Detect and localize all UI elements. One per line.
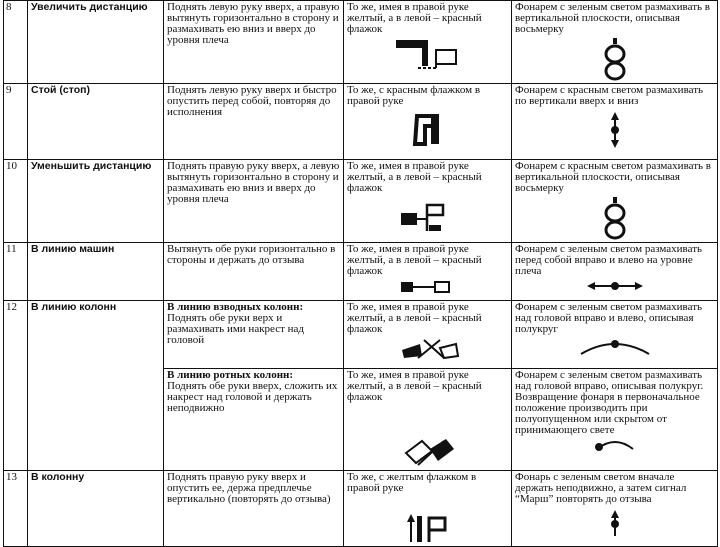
command-name: Стой (стоп): [28, 84, 164, 160]
lamp-signal-cell: [512, 1, 718, 84]
row-number: 11: [4, 243, 28, 301]
flag-signal-text: То же, имея в правой руке желтый, а в левой – красный флажок: [347, 243, 482, 277]
flag-signal-text: То же, с желтым флажком в правой руке: [347, 471, 477, 494]
arm-signal-cell: [164, 369, 344, 471]
arm-signal-text: Поднять левую руку вверх, а правую вытянуть горизонтально в сторону и размахивать ею вниз и вверх до уровня плеча: [164, 1, 344, 84]
row-number: 9: [4, 84, 28, 160]
lamp-signal-cell: [512, 243, 718, 301]
table-row: [4, 301, 718, 369]
arm-signal-text: Поднять обе руки вверх, сложить их накрест над головой и держать неподвижно: [167, 380, 338, 414]
table-row: [4, 160, 718, 243]
arm-signal-text: Вытянуть обе руки горизонтально в стороны и держать до отзыва: [164, 243, 344, 301]
row-number: 13: [4, 471, 28, 547]
crossed-flags-icon: [388, 338, 468, 360]
flag-signal-cell: [344, 160, 512, 243]
horizontal-arrow-icon: [585, 280, 645, 292]
arm-signal-text: Поднять обе руки верх и размахивать ими накрест над головой: [167, 312, 305, 346]
command-name: В линию колонн: [28, 301, 164, 471]
flag-signal-cell: [344, 369, 512, 471]
flag-signal-cell: [344, 243, 512, 301]
flag-signal-text: То же, имея в правой руке желтый, а в левой – красный флажок: [347, 1, 482, 35]
lamp-signal-text: Фонарь с зеленым светом вначале держать неподвижно, а затем сигнал “Марш” повторять до отзыва: [515, 471, 687, 505]
red-flag-icon: [403, 110, 453, 150]
table-row: [4, 243, 718, 301]
lamp-signal-text: Фонарем с красным светом размахивать по вертикали вверх и вниз: [515, 84, 704, 107]
lamp-signal-text: Фонарем с зеленым светом размахивать над головой вправо и влево, описывая полукруг: [515, 301, 703, 335]
lamp-signal-cell: [512, 84, 718, 160]
command-name: Увеличить дистанцию: [28, 1, 164, 84]
lamp-signal-cell: [512, 160, 718, 243]
flag-signal-text: То же, с красным флажком в правой руке: [347, 84, 481, 107]
crossed-flags-icon: [388, 433, 468, 469]
half-circle-lamp-icon: [585, 439, 645, 451]
table-row: [4, 1, 718, 84]
flag-signal-text: То же, имея в правой руке желтый, а в левой – красный флажок: [347, 301, 482, 335]
horizontal-flags-icon: [393, 280, 463, 294]
lamp-signal-text: Фонарем с зеленым светом размахивать над головой вправо, описывая полукруг. Возвращение фонаря в первоначальное положение производить при полуопущенном или скрытом от принимающего свете: [515, 369, 704, 436]
two-flags-icon: [393, 197, 463, 233]
command-name: В колонну: [28, 471, 164, 547]
lamp-signal-text: Фонарем с зеленым светом размахивать в вертикальной плоскости, описывая восьмерку: [515, 1, 710, 35]
command-name: Уменьшить дистанцию: [28, 160, 164, 243]
vertical-lamp-icon: [595, 508, 635, 538]
lamp-signal-cell: [512, 471, 718, 547]
lamp-signal-cell: [512, 301, 718, 369]
row-number: 12: [4, 301, 28, 471]
row-number: 10: [4, 160, 28, 243]
figure-eight-icon: [595, 197, 635, 241]
table-row: [4, 471, 718, 547]
vertical-flag-icon: [393, 512, 463, 544]
arm-signal-text: Поднять левую руку вверх и быстро опустить перед собой, повторяя до исполнения: [164, 84, 344, 160]
two-flags-icon: [388, 38, 468, 74]
flag-signal-cell: [344, 471, 512, 547]
arm-signal-cell: [164, 301, 344, 369]
row-number: 8: [4, 1, 28, 84]
figure-eight-icon: [595, 38, 635, 82]
semicircle-arrow-icon: [575, 338, 655, 356]
lamp-signal-cell: [512, 369, 718, 471]
table-row: [4, 84, 718, 160]
lamp-signal-text: Фонарем с зеленым светом размахивать перед собой вправо и влево на уровне плеча: [515, 243, 703, 277]
flag-signal-cell: [344, 1, 512, 84]
lamp-signal-text: Фонарем с красным светом размахивать в вертикальной плоскости, описывая восьмерку: [515, 160, 711, 194]
arm-signal-text: Поднять правую руку вверх, а левую вытянуть горизонтально в сторону и размахивать ею вниз и вверх до уровня плеча: [164, 160, 344, 243]
flag-signal-text: То же, имея в правой руке желтый, а в левой – красный флажок: [347, 369, 482, 403]
arm-signal-text: Поднять правую руку вверх и опустить ее, держа предплечье вертикально (повторять до отзыва): [164, 471, 344, 547]
flag-signal-cell: [344, 84, 512, 160]
subsignal-title: В линию ротных колонн:: [167, 369, 294, 381]
vertical-arrow-icon: [600, 110, 630, 150]
flag-signal-cell: [344, 301, 512, 369]
subsignal-title: В линию взводных колонн:: [167, 301, 304, 313]
signals-table: [3, 0, 718, 547]
flag-signal-text: То же, имея в правой руке желтый, а в левой – красный флажок: [347, 160, 482, 194]
command-name: В линию машин: [28, 243, 164, 301]
